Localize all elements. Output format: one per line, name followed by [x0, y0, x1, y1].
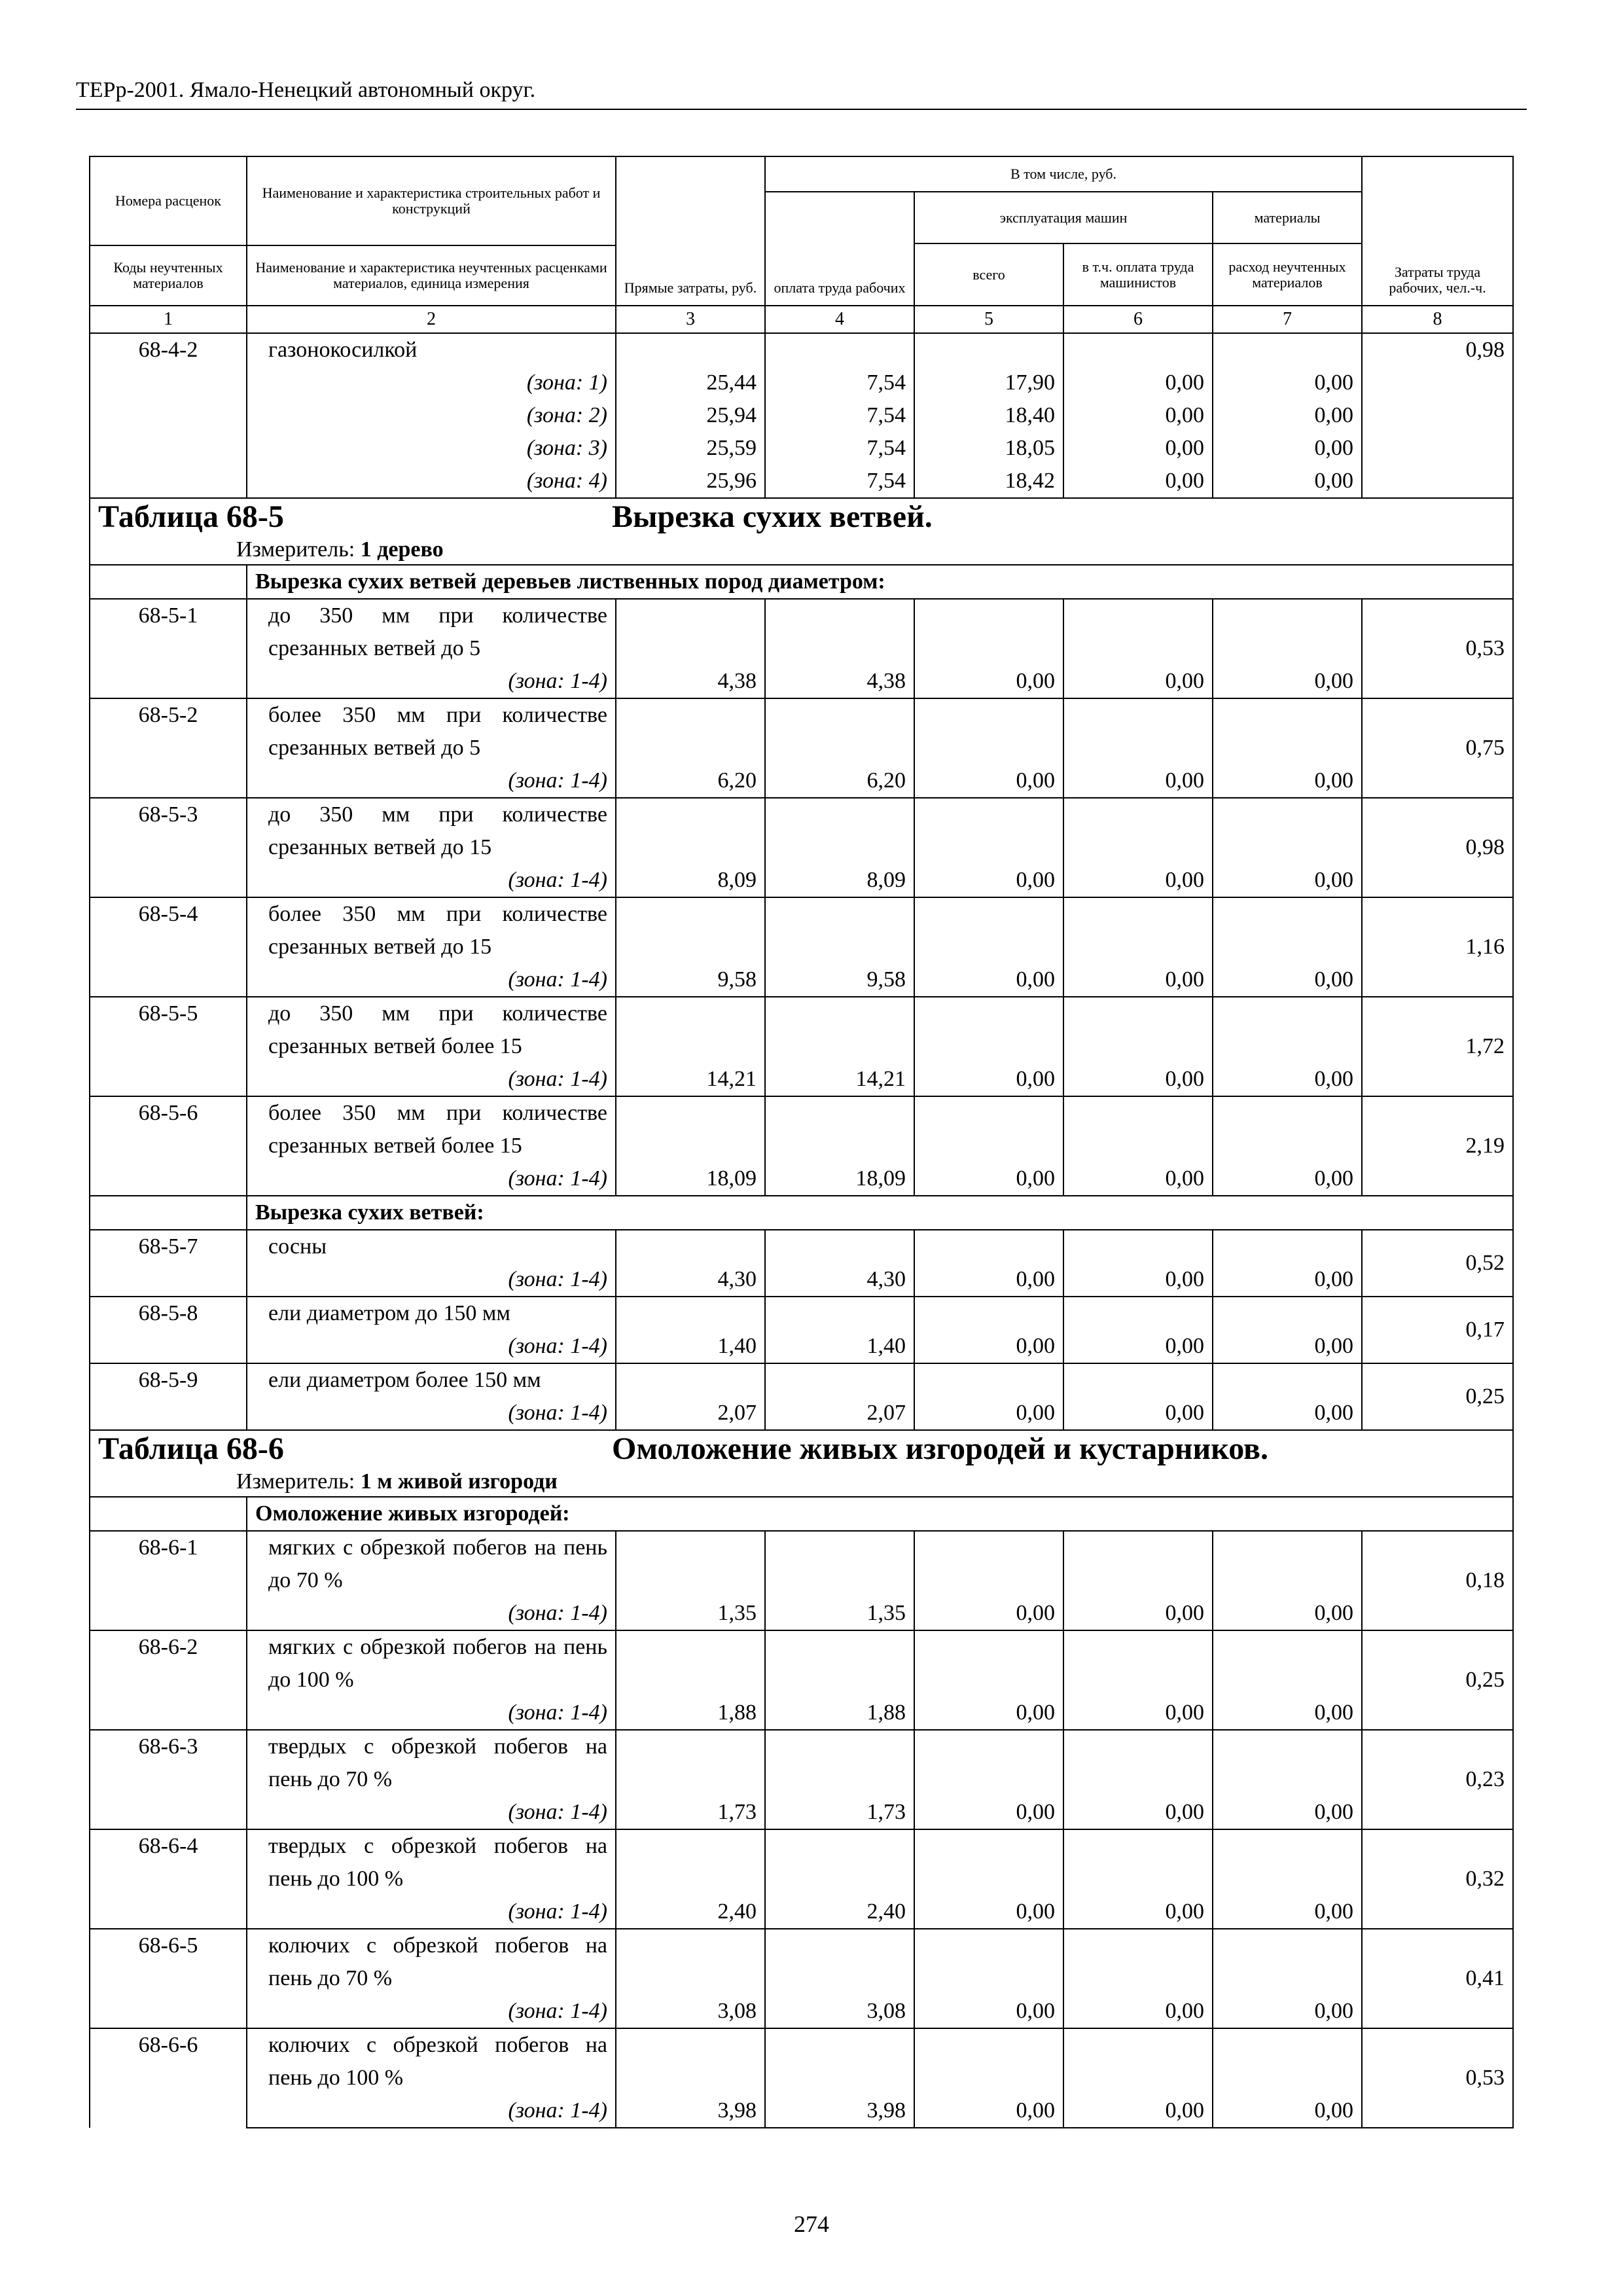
- machines-total: 0,00: [914, 1895, 1063, 1929]
- zone-label: (зона: 1-4): [508, 967, 607, 992]
- machinist-pay: 0,00: [1063, 1597, 1213, 1630]
- machines-total: 18,42: [914, 465, 1063, 498]
- item-name: до 350 мм при количестве срезанных ветвей до 5: [268, 603, 607, 660]
- item-name-cell: [247, 1630, 616, 1696]
- zone-label: (зона: 1-4): [508, 1700, 607, 1725]
- item-name: мягких с обрезкой побегов на пень до 70 %: [268, 1535, 607, 1592]
- table-row: [90, 2028, 1513, 2094]
- materials-cost: 0,00: [1213, 367, 1362, 399]
- rate-code: 68-6-6: [90, 2028, 247, 2128]
- direct-cost: 25,94: [616, 399, 765, 432]
- materials-cost: 0,00: [1213, 665, 1362, 698]
- table-row: [90, 1829, 1513, 1895]
- machines-total: 0,00: [914, 1263, 1063, 1297]
- item-name: газонокосилкой: [268, 338, 418, 362]
- table-title-row: [90, 1430, 1513, 1497]
- labor-cost: 0,52: [1362, 1230, 1513, 1297]
- rate-code: 68-5-2: [90, 698, 247, 798]
- table-row: [90, 798, 1513, 864]
- zone-row: [90, 864, 1513, 897]
- rate-table: [89, 156, 1514, 2128]
- table-title-row: [90, 498, 1513, 565]
- zone-row: [90, 1995, 1513, 2028]
- column-number: 1: [90, 306, 247, 333]
- rate-code: 68-5-3: [90, 798, 247, 897]
- rate-code: 68-4-2: [90, 333, 247, 498]
- table-row: [90, 897, 1513, 963]
- zone-label: (зона: 1-4): [508, 1800, 607, 1824]
- meter-value: 1 м живой изгороди: [360, 1469, 558, 1494]
- zone-label: (зона: 4): [526, 469, 607, 493]
- rate-code: 68-6-4: [90, 1829, 247, 1929]
- table-row: [90, 1929, 1513, 1995]
- column-number: 2: [247, 306, 616, 333]
- materials-cost: 0,00: [1213, 1397, 1362, 1430]
- direct-cost: 9,58: [616, 963, 765, 997]
- item-name-cell: [247, 997, 616, 1063]
- zone-row: [90, 1895, 1513, 1929]
- rate-code: 68-6-5: [90, 1929, 247, 2028]
- machines-total: 0,00: [914, 665, 1063, 698]
- worker-pay: 7,54: [765, 465, 914, 498]
- item-name-cell: [247, 1096, 616, 1162]
- machines-total: 0,00: [914, 2094, 1063, 2128]
- column-numbers-row: [90, 306, 1513, 333]
- machines-total: 17,90: [914, 367, 1063, 399]
- worker-pay: 7,54: [765, 367, 914, 399]
- machines-total: 18,40: [914, 399, 1063, 432]
- section-heading: Омоложение живых изгородей:: [247, 1497, 1513, 1531]
- column-number: 6: [1063, 306, 1213, 333]
- materials-cost: 0,00: [1213, 2094, 1362, 2128]
- meter-label: Измеритель:: [236, 1469, 355, 1494]
- machinist-pay: 0,00: [1063, 1796, 1213, 1829]
- table-row: [90, 1230, 1513, 1263]
- labor-cost: 0,23: [1362, 1730, 1513, 1829]
- zone-row: [90, 465, 1513, 498]
- direct-cost: 4,38: [616, 665, 765, 698]
- materials-cost: 0,00: [1213, 1330, 1362, 1363]
- section-heading: Вырезка сухих ветвей:: [247, 1196, 1513, 1230]
- materials-cost: 0,00: [1213, 432, 1362, 465]
- worker-pay: 14,21: [765, 1063, 914, 1096]
- item-name-cell: [247, 1829, 616, 1895]
- column-number: 4: [765, 306, 914, 333]
- machinist-pay: 0,00: [1063, 864, 1213, 897]
- machinist-pay: 0,00: [1063, 1397, 1213, 1430]
- machinist-pay: 0,00: [1063, 1162, 1213, 1196]
- labor-cost: 1,72: [1362, 997, 1513, 1096]
- zone-row: [90, 1397, 1513, 1430]
- machinist-pay: 0,00: [1063, 1063, 1213, 1096]
- column-number: 8: [1362, 306, 1513, 333]
- direct-cost: 1,88: [616, 1696, 765, 1730]
- materials-cost: 0,00: [1213, 1597, 1362, 1630]
- direct-cost: 25,44: [616, 367, 765, 399]
- zone-label: (зона: 1-4): [508, 669, 607, 693]
- col2-header-bottom: Наименование и характеристика неучтенных расценками материалов, единица измерения: [247, 245, 616, 306]
- col4-header: оплата труда рабочих: [765, 192, 914, 306]
- table-row: [90, 1531, 1513, 1597]
- worker-pay: 1,88: [765, 1696, 914, 1730]
- zone-row: [90, 432, 1513, 465]
- rate-code: 68-5-6: [90, 1096, 247, 1196]
- labor-cost: 0,25: [1362, 1363, 1513, 1430]
- zone-row: [90, 2094, 1513, 2128]
- zone-row: [90, 665, 1513, 698]
- worker-pay: 3,08: [765, 1995, 914, 2028]
- materials-header: материалы: [1213, 192, 1362, 243]
- rate-code: 68-6-2: [90, 1630, 247, 1730]
- zone-row: [90, 1063, 1513, 1096]
- machines-total: 0,00: [914, 1696, 1063, 1730]
- column-number: 3: [616, 306, 765, 333]
- labor-cost: 0,17: [1362, 1297, 1513, 1363]
- meter-line: [98, 535, 1505, 564]
- zone-label: (зона: 3): [526, 436, 607, 460]
- zone-label: (зона: 1-4): [508, 1401, 607, 1425]
- materials-cost: 0,00: [1213, 399, 1362, 432]
- zone-row: [90, 1162, 1513, 1196]
- direct-cost: 8,09: [616, 864, 765, 897]
- worker-pay: 2,07: [765, 1397, 914, 1430]
- item-name-cell: [247, 798, 616, 864]
- zone-label: (зона: 1-4): [508, 1334, 607, 1358]
- zone-row: [90, 1597, 1513, 1630]
- direct-cost: 25,96: [616, 465, 765, 498]
- rate-code: 68-5-8: [90, 1297, 247, 1363]
- item-name: более 350 мм при количестве срезанных ветвей до 5: [268, 703, 607, 760]
- item-name: твердых с обрезкой побегов на пень до 70 %: [268, 1734, 607, 1791]
- machinist-pay: 0,00: [1063, 399, 1213, 432]
- zone-label: (зона: 1-4): [508, 1999, 607, 2023]
- col1-header-bottom: Коды неучтенных материалов: [90, 245, 247, 306]
- worker-pay: 4,38: [765, 665, 914, 698]
- direct-cost: 6,20: [616, 764, 765, 798]
- zone-label: (зона: 1-4): [508, 768, 607, 793]
- labor-cost: 0,25: [1362, 1630, 1513, 1730]
- zone-label: (зона: 1-4): [508, 1267, 607, 1291]
- materials-cost: 0,00: [1213, 963, 1362, 997]
- labor-cost: 0,41: [1362, 1929, 1513, 2028]
- machines-total: 0,00: [914, 1995, 1063, 2028]
- machinist-pay: 0,00: [1063, 1995, 1213, 2028]
- table-number: Таблица 68-6: [98, 1431, 284, 1466]
- zone-row: [90, 1330, 1513, 1363]
- zone-row: [90, 1796, 1513, 1829]
- zone-row: [90, 1263, 1513, 1297]
- machinist-pay: 0,00: [1063, 1263, 1213, 1297]
- zone-label: (зона: 1-4): [508, 1601, 607, 1625]
- direct-cost: 1,40: [616, 1330, 765, 1363]
- direct-cost: 1,35: [616, 1597, 765, 1630]
- item-name-cell: [247, 897, 616, 963]
- table-row: [90, 599, 1513, 665]
- machines-total: 0,00: [914, 1796, 1063, 1829]
- column-number: 5: [914, 306, 1063, 333]
- meter-value: 1 дерево: [360, 537, 444, 562]
- machinist-pay: 0,00: [1063, 764, 1213, 798]
- col5-header: всего: [914, 243, 1063, 306]
- item-name: более 350 мм при количестве срезанных ветвей более 15: [268, 1101, 607, 1158]
- item-name-cell: [247, 1230, 616, 1263]
- labor-cost: 0,98: [1362, 798, 1513, 897]
- table-row: [90, 1730, 1513, 1796]
- section-heading: Вырезка сухих ветвей деревьев лиственных пород диаметром:: [247, 565, 1513, 599]
- machinist-pay: 0,00: [1063, 665, 1213, 698]
- worker-pay: 4,30: [765, 1263, 914, 1297]
- item-name-cell: [247, 1531, 616, 1597]
- direct-cost: 14,21: [616, 1063, 765, 1096]
- worker-pay: 7,54: [765, 399, 914, 432]
- table-row: [90, 333, 1513, 367]
- item-name: твердых с обрезкой побегов на пень до 100 %: [268, 1834, 607, 1891]
- table-row: [90, 997, 1513, 1063]
- labor-cost: 0,98: [1362, 333, 1513, 498]
- item-name-cell: [247, 1297, 616, 1330]
- table-row: [90, 1096, 1513, 1162]
- direct-cost: 2,40: [616, 1895, 765, 1929]
- page-number: 274: [794, 2211, 829, 2237]
- machines-header: эксплуатация машин: [914, 192, 1213, 243]
- machines-total: 0,00: [914, 764, 1063, 798]
- rate-code: 68-5-4: [90, 897, 247, 997]
- worker-pay: 6,20: [765, 764, 914, 798]
- section-row: [90, 1196, 1513, 1230]
- machinist-pay: 0,00: [1063, 963, 1213, 997]
- machines-total: 0,00: [914, 963, 1063, 997]
- col1-header-top: Номера расценок: [90, 156, 247, 245]
- worker-pay: 3,98: [765, 2094, 914, 2128]
- worker-pay: 1,73: [765, 1796, 914, 1829]
- machines-total: 0,00: [914, 1397, 1063, 1430]
- zone-row: [90, 963, 1513, 997]
- col2-header-top: Наименование и характеристика строительных работ и конструкций: [247, 156, 616, 245]
- section-row: [90, 565, 1513, 599]
- table-row: [90, 1363, 1513, 1397]
- zone-label: (зона: 1): [526, 370, 607, 395]
- col7-header: расход неучтенных материалов: [1213, 243, 1362, 306]
- item-name: ели диаметром до 150 мм: [268, 1301, 510, 1325]
- direct-cost: 1,73: [616, 1796, 765, 1829]
- item-name: более 350 мм при количестве срезанных ветвей до 15: [268, 902, 607, 959]
- item-name: колючих с обрезкой побегов на пень до 70 %: [268, 1933, 607, 1990]
- direct-cost: 3,98: [616, 2094, 765, 2128]
- column-number: 7: [1213, 306, 1362, 333]
- zone-row: [90, 1696, 1513, 1730]
- item-name-cell: [247, 1730, 616, 1796]
- table-number: Таблица 68-5: [98, 499, 284, 534]
- table-title: Омоложение живых изгородей и кустарников.: [612, 1431, 1268, 1466]
- zone-label: (зона: 1-4): [508, 1067, 607, 1091]
- rate-code: 68-6-3: [90, 1730, 247, 1829]
- rate-code: 68-5-9: [90, 1363, 247, 1430]
- materials-cost: 0,00: [1213, 1796, 1362, 1829]
- rate-code: 68-6-1: [90, 1531, 247, 1630]
- machines-total: 0,00: [914, 1063, 1063, 1096]
- machines-total: 0,00: [914, 1162, 1063, 1196]
- direct-cost: 3,08: [616, 1995, 765, 2028]
- col6-header: в т.ч. оплата труда машинистов: [1063, 243, 1213, 306]
- direct-cost: 18,09: [616, 1162, 765, 1196]
- machinist-pay: 0,00: [1063, 1330, 1213, 1363]
- zone-label: (зона: 1-4): [508, 868, 607, 892]
- worker-pay: 9,58: [765, 963, 914, 997]
- item-name-cell: [247, 2028, 616, 2094]
- meter-line: [98, 1467, 1505, 1496]
- machines-total: 18,05: [914, 432, 1063, 465]
- item-name: до 350 мм при количестве срезанных ветвей более 15: [268, 1001, 607, 1058]
- worker-pay: 2,40: [765, 1895, 914, 1929]
- col8-header: Затраты труда рабочих, чел.-ч.: [1362, 156, 1513, 306]
- labor-cost: 0,53: [1362, 2028, 1513, 2128]
- table-row: [90, 698, 1513, 764]
- col3-header: Прямые затраты, руб.: [616, 156, 765, 306]
- materials-cost: 0,00: [1213, 764, 1362, 798]
- worker-pay: 7,54: [765, 432, 914, 465]
- machines-total: 0,00: [914, 1330, 1063, 1363]
- materials-cost: 0,00: [1213, 1162, 1362, 1196]
- materials-cost: 0,00: [1213, 1263, 1362, 1297]
- materials-cost: 0,00: [1213, 1895, 1362, 1929]
- zone-label: (зона: 1-4): [508, 1899, 607, 1924]
- labor-cost: 0,53: [1362, 599, 1513, 698]
- machinist-pay: 0,00: [1063, 367, 1213, 399]
- table-row: [90, 1297, 1513, 1330]
- materials-cost: 0,00: [1213, 1995, 1362, 2028]
- machinist-pay: 0,00: [1063, 1696, 1213, 1730]
- materials-cost: 0,00: [1213, 465, 1362, 498]
- item-name-cell: [247, 333, 616, 367]
- machinist-pay: 0,00: [1063, 1895, 1213, 1929]
- labor-cost: 1,16: [1362, 897, 1513, 997]
- materials-cost: 0,00: [1213, 1696, 1362, 1730]
- in-that-number-header: В том числе, руб.: [765, 156, 1362, 192]
- worker-pay: 1,35: [765, 1597, 914, 1630]
- item-name-cell: [247, 1363, 616, 1397]
- item-name-cell: [247, 599, 616, 665]
- rate-code: 68-5-7: [90, 1230, 247, 1297]
- machinist-pay: 0,00: [1063, 432, 1213, 465]
- item-name: ели диаметром более 150 мм: [268, 1368, 541, 1392]
- worker-pay: 18,09: [765, 1162, 914, 1196]
- direct-cost: 4,30: [616, 1263, 765, 1297]
- labor-cost: 0,75: [1362, 698, 1513, 798]
- materials-cost: 0,00: [1213, 1063, 1362, 1096]
- item-name: сосны: [268, 1234, 327, 1259]
- page-header: ТЕРр-2001. Ямало-Ненецкий автономный округ.: [76, 77, 1527, 110]
- direct-cost: 25,59: [616, 432, 765, 465]
- machinist-pay: 0,00: [1063, 465, 1213, 498]
- section-row: [90, 1497, 1513, 1531]
- zone-row: [90, 764, 1513, 798]
- item-name-cell: [247, 698, 616, 764]
- zone-row: [90, 367, 1513, 399]
- labor-cost: 2,19: [1362, 1096, 1513, 1196]
- machines-total: 0,00: [914, 1597, 1063, 1630]
- labor-cost: 0,32: [1362, 1829, 1513, 1929]
- table-row: [90, 1630, 1513, 1696]
- materials-cost: 0,00: [1213, 864, 1362, 897]
- direct-cost: 2,07: [616, 1397, 765, 1430]
- rate-code: 68-5-5: [90, 997, 247, 1096]
- item-name: мягких с обрезкой побегов на пень до 100 %: [268, 1635, 607, 1692]
- item-name-cell: [247, 1929, 616, 1995]
- labor-cost: 0,18: [1362, 1531, 1513, 1630]
- rate-code: 68-5-1: [90, 599, 247, 698]
- zone-row: [90, 399, 1513, 432]
- item-name: колючих с обрезкой побегов на пень до 100 %: [268, 2033, 607, 2090]
- worker-pay: 1,40: [765, 1330, 914, 1363]
- machines-total: 0,00: [914, 864, 1063, 897]
- zone-label: (зона: 1-4): [508, 1166, 607, 1191]
- meter-label: Измеритель:: [236, 537, 355, 562]
- zone-label: (зона: 2): [526, 403, 607, 427]
- worker-pay: 8,09: [765, 864, 914, 897]
- item-name: до 350 мм при количестве срезанных ветвей до 15: [268, 802, 607, 859]
- table-title: Вырезка сухих ветвей.: [612, 499, 933, 534]
- zone-label: (зона: 1-4): [508, 2098, 607, 2123]
- machinist-pay: 0,00: [1063, 2094, 1213, 2128]
